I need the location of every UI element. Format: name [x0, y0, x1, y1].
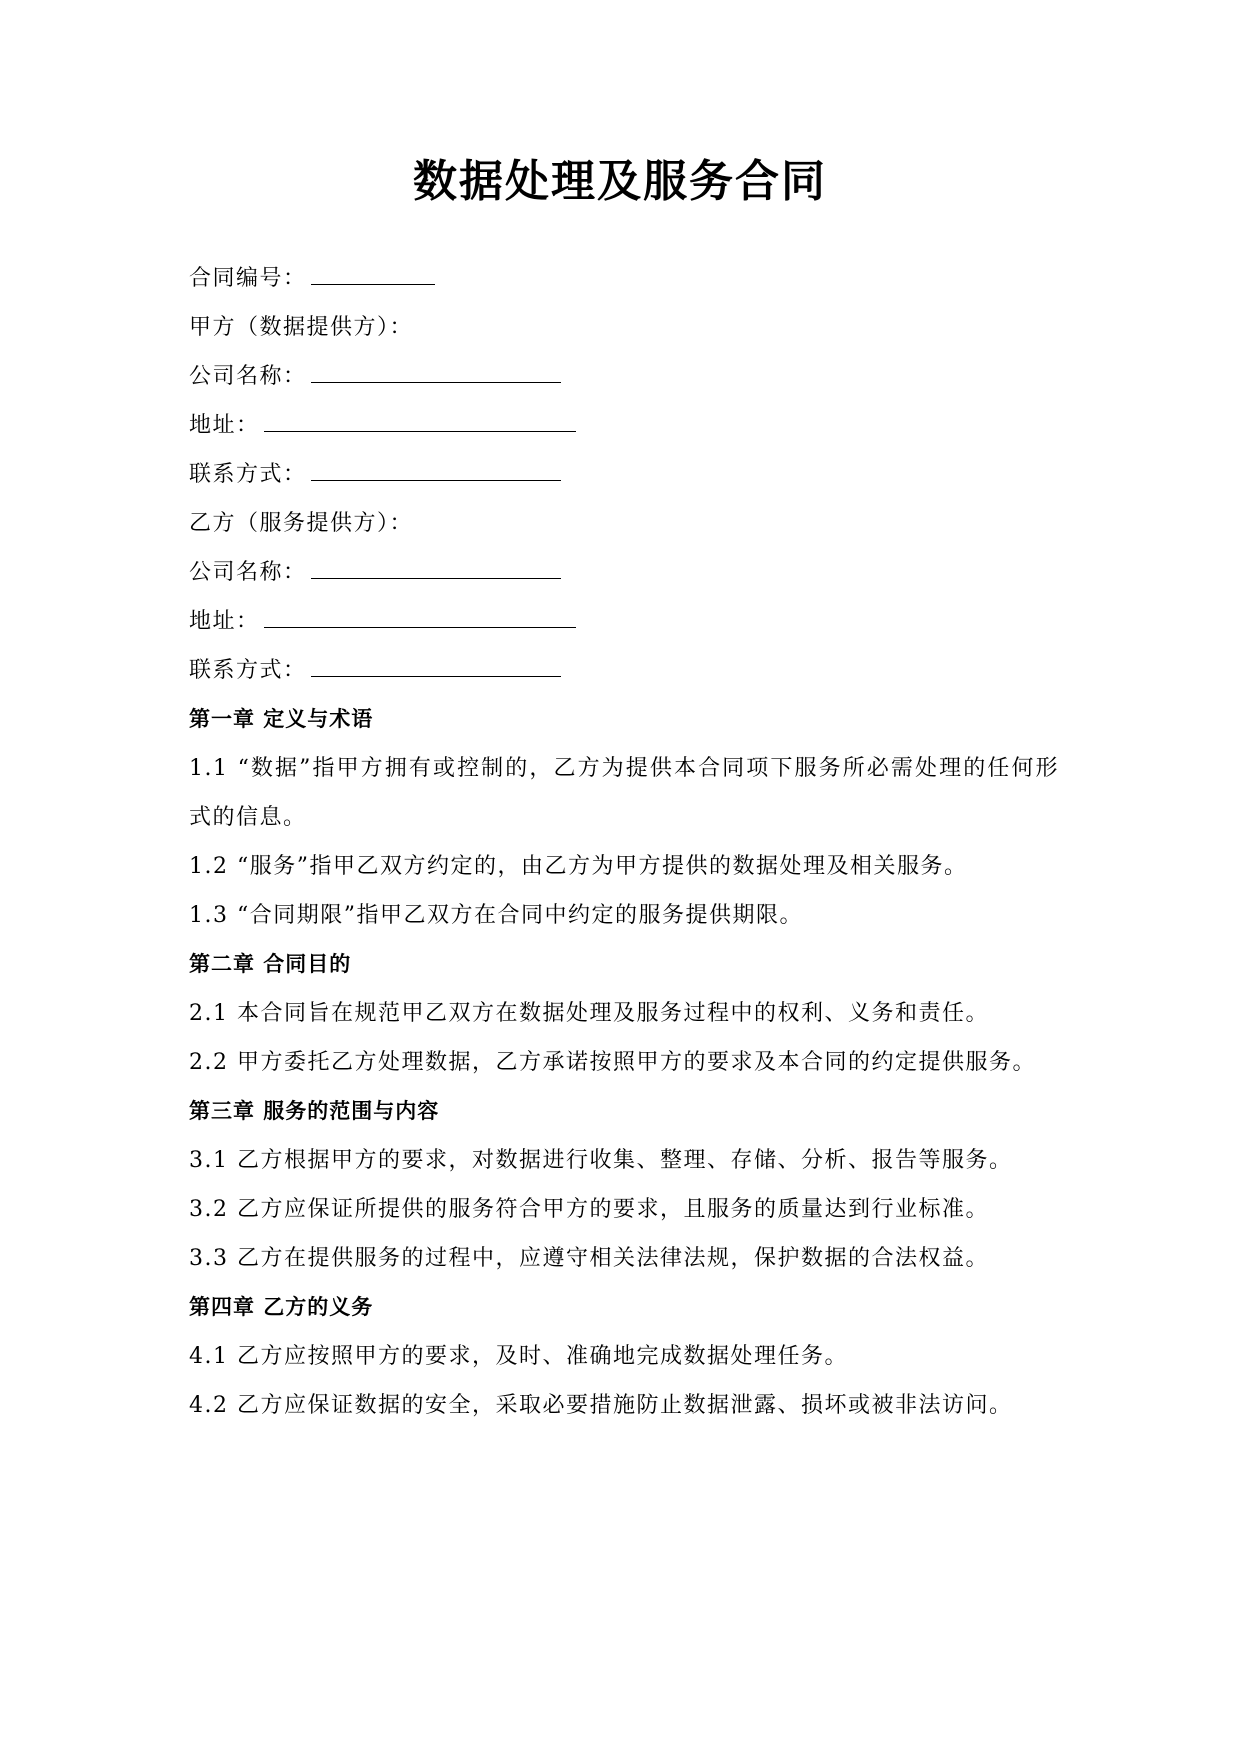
contract-number-field — [189, 254, 1059, 303]
clause-3-1: 3.1 乙方根据甲方的要求，对数据进行收集、整理、存储、分析、报告等服务。 — [189, 1148, 1013, 1173]
document-title: 数据处理及服务合同 — [413, 156, 827, 207]
chapter-heading: 第一章 定义与术语 — [189, 707, 374, 731]
party-b-address-field — [189, 597, 1059, 646]
party-a-address-field — [189, 401, 1059, 450]
document-body — [189, 254, 1059, 1430]
clause-4-2: 4.2 乙方应保证数据的安全，采取必要措施防止数据泄露、损坏或被非法访问。 — [189, 1393, 1013, 1418]
party-b-contact-label: 联系方式： — [189, 658, 307, 683]
clause-2-1: 2.1 本合同旨在规范甲乙双方在数据处理及服务过程中的权利、义务和责任。 — [189, 1001, 989, 1026]
contract-number-blank — [311, 262, 435, 285]
party-a-heading: 甲方（数据提供方）： — [189, 315, 414, 340]
chapter-heading: 第三章 服务的范围与内容 — [189, 1099, 440, 1123]
party-a-contact-label: 联系方式： — [189, 462, 307, 487]
clause-1-3: 1.3 “合同期限”指甲乙双方在合同中约定的服务提供期限。 — [189, 903, 803, 928]
chapter-heading: 第二章 合同目的 — [189, 952, 352, 976]
party-a-company-field — [189, 352, 1059, 401]
party-a-address-blank — [264, 409, 576, 432]
clause-3-3: 3.3 乙方在提供服务的过程中，应遵守相关法律法规，保护数据的合法权益。 — [189, 1246, 989, 1271]
contract-number-label: 合同编号： — [189, 266, 307, 291]
party-b-heading: 乙方（服务提供方）： — [189, 511, 414, 536]
party-b-address-blank — [264, 605, 576, 628]
clause-3-2: 3.2 乙方应保证所提供的服务符合甲方的要求，且服务的质量达到行业标准。 — [189, 1197, 989, 1222]
clause-2-2: 2.2 甲方委托乙方处理数据，乙方承诺按照甲方的要求及本合同的约定提供服务。 — [189, 1050, 1036, 1075]
party-a-company-label: 公司名称： — [189, 364, 307, 389]
party-a-company-blank — [311, 360, 561, 383]
party-a-address-label: 地址： — [189, 413, 260, 438]
party-a-contact-blank — [311, 458, 561, 481]
party-b-company-blank — [311, 556, 561, 579]
clause-1-1: 1.1 “数据”指甲方拥有或控制的，乙方为提供本合同项下服务所必需处理的任何形式的信息。 — [189, 756, 1059, 830]
party-a-contact-field — [189, 450, 1059, 499]
party-b-company-label: 公司名称： — [189, 560, 307, 585]
party-b-contact-blank — [311, 654, 561, 677]
clause-4-1: 4.1 乙方应按照甲方的要求，及时、准确地完成数据处理任务。 — [189, 1344, 848, 1369]
party-b-contact-field — [189, 646, 1059, 695]
clause-1-2: 1.2 “服务”指甲乙双方约定的，由乙方为甲方提供的数据处理及相关服务。 — [189, 854, 968, 879]
party-b-address-label: 地址： — [189, 609, 260, 634]
chapter-heading: 第四章 乙方的义务 — [189, 1295, 374, 1319]
party-b-company-field — [189, 548, 1059, 597]
